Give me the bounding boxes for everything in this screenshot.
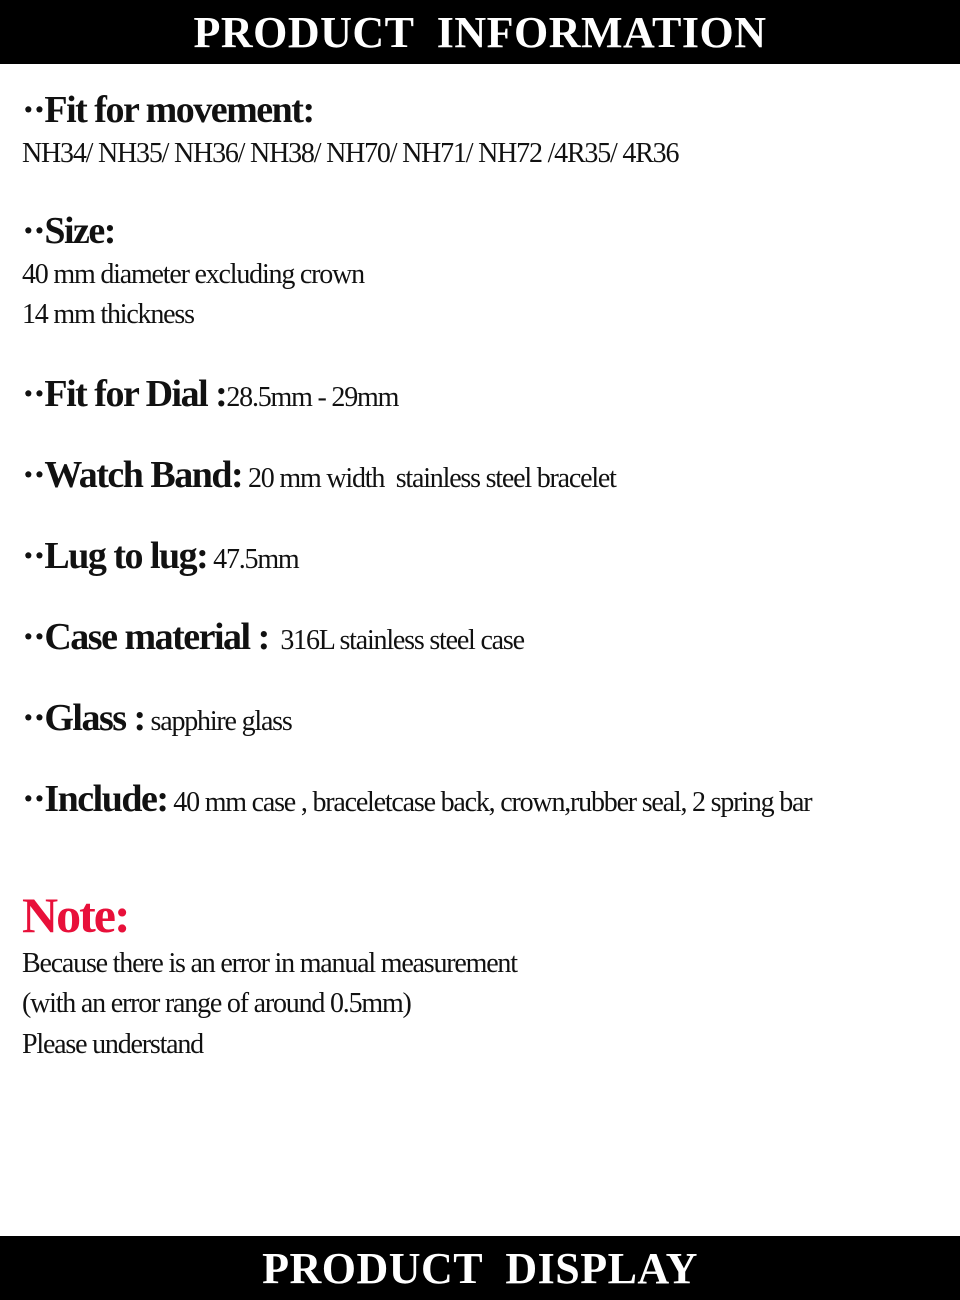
spec-value: 47.5mm (207, 544, 299, 575)
spec-size-detail-thickness: 14 mm thickness (22, 299, 194, 330)
spec-label: Fit for movement: (44, 89, 314, 131)
spec-movement-heading (22, 91, 314, 129)
spec-size-heading (22, 212, 115, 250)
bullet: ·· (22, 373, 45, 415)
banner-title: PRODUCT DISPLAY (262, 1243, 698, 1293)
bullet: ·· (22, 778, 45, 820)
spec-value: 316L stainless steel case (268, 625, 524, 656)
spec-case-heading (22, 618, 524, 656)
spec-label: Size: (44, 210, 115, 252)
spec-label: Lug to lug: (44, 535, 208, 577)
spec-movement-detail: NH34/ NH35/ NH36/ NH38/ NH70/ NH71/ NH72 /4R35/ 4R36 (22, 138, 679, 169)
spec-dial-heading (22, 375, 398, 413)
bullet: ·· (22, 697, 45, 739)
spec-value: 28.5mm - 29mm (226, 382, 399, 413)
spec-size-detail-diameter: 40 mm diameter excluding crown (22, 259, 364, 290)
bullet: ·· (22, 89, 45, 131)
note-line: Because there is an error in manual measurement (22, 948, 517, 979)
spec-include-heading (22, 780, 811, 818)
spec-label: Fit for Dial : (44, 373, 227, 415)
spec-label: Glass : (44, 697, 145, 739)
bullet: ·· (22, 454, 45, 496)
spec-value: 20 mm width stainless steel bracelet (242, 463, 616, 494)
spec-lug-heading (22, 537, 299, 575)
bullet: ·· (22, 535, 45, 577)
note-line: (with an error range of around 0.5mm) (22, 988, 411, 1019)
note-title: Note: (22, 887, 129, 943)
spec-label: Case material : (44, 616, 269, 658)
spec-glass-heading (22, 699, 292, 737)
spec-label: Watch Band: (44, 454, 243, 496)
spec-value: sapphire glass (144, 706, 292, 737)
bullet: ·· (22, 210, 45, 252)
bullet: ·· (22, 616, 45, 658)
spec-band-heading (22, 456, 616, 494)
product-display-banner (0, 1236, 960, 1300)
product-information-banner (0, 0, 960, 64)
spec-value: 40 mm case , braceletcase back, crown,rubber seal, 2 spring bar (167, 787, 812, 818)
banner-title: PRODUCT INFORMATION (193, 7, 767, 57)
spec-label: Include: (44, 778, 168, 820)
note-line: Please understand (22, 1029, 203, 1060)
